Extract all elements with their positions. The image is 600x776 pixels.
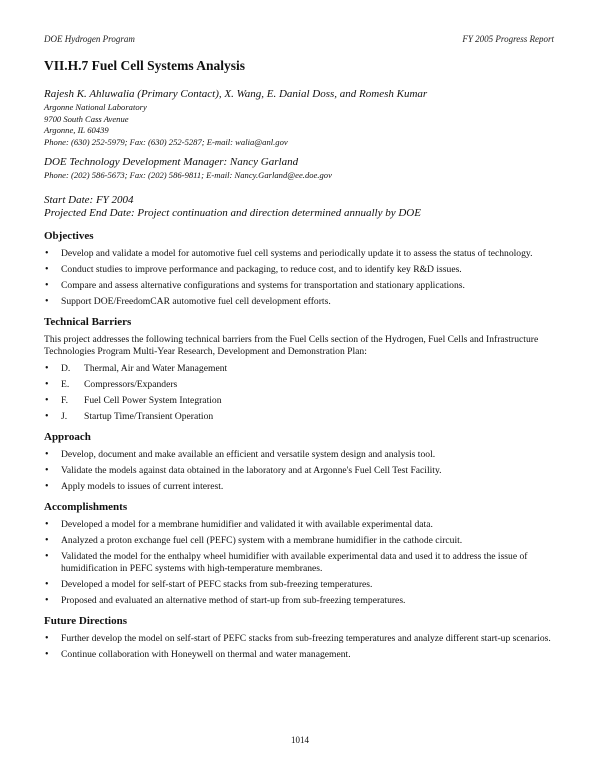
approach-heading: Approach	[44, 430, 91, 443]
barrier-code: D.	[61, 362, 71, 374]
list-item: • Analyzed a proton exchange fuel cell (PEFC) system with a membrane humidifier in the cathode circuit.	[44, 535, 552, 547]
list-item: • Validate the models against data obtained in the laboratory and at Argonne's Fuel Cell Test Facility.	[44, 465, 552, 477]
barrier-text: Fuel Cell Power System Integration	[84, 394, 222, 406]
list-item: • Develop and validate a model for automotive fuel cell systems and periodically update it to assess the status of technology.	[44, 248, 552, 260]
list-item: • Further develop the model on self-start of PEFC stacks from sub-freezing temperatures and analyze different start-up scenarios.	[44, 633, 552, 645]
list-item: • Develop, document and make available an efficient and versatile system design and analysis tool.	[44, 449, 552, 461]
list-item	[44, 395, 552, 407]
start-date: Start Date: FY 2004	[44, 193, 134, 206]
header-report: FY 2005 Progress Report	[462, 34, 554, 44]
future-heading: Future Directions	[44, 614, 127, 627]
contact-city: Argonne, IL 60439	[44, 125, 109, 136]
barriers-list	[44, 363, 552, 423]
future-list	[44, 633, 552, 661]
approach-list	[44, 449, 552, 493]
accomplishments-list	[44, 519, 552, 607]
list-item: • Developed a model for self-start of PEFC stacks from sub-freezing temperatures.	[44, 579, 552, 591]
contact-org: Argonne National Laboratory	[44, 102, 147, 112]
contact-phone: Phone: (630) 252-5979; Fax: (630) 252-5287; E-mail: walia@anl.gov	[44, 136, 288, 147]
barrier-text: Startup Time/Transient Operation	[84, 410, 214, 422]
project-dates	[44, 194, 552, 220]
manager-phone: Phone: (202) 586-5673; Fax: (202) 586-9811; E-mail: Nancy.Garland@ee.doe.gov	[44, 170, 332, 181]
barrier-text: Compressors/Expanders	[84, 378, 178, 390]
contact-info	[44, 102, 552, 148]
list-item	[44, 379, 552, 391]
list-item	[44, 411, 552, 423]
list-item: • Support DOE/FreedomCAR automotive fuel cell development efforts.	[44, 296, 552, 308]
list-item: • Validated the model for the enthalpy wheel humidifier with available experimental data and used it to address the issue of humidification in PEFC systems with high-temperature membranes.	[44, 551, 552, 575]
list-item	[44, 363, 552, 375]
page-title: VII.H.7 Fuel Cell Systems Analysis	[44, 58, 246, 73]
barrier-code: E.	[61, 378, 70, 390]
barrier-code: F.	[61, 394, 68, 406]
barriers-intro: This project addresses the following technical barriers from the Fuel Cells section of the Hydrogen, Fuel Cells and Infrastructure Technologies Program Multi-Year Research, Development and Demonstration Plan:	[44, 333, 539, 357]
contact-street: 9700 South Cass Avenue	[44, 113, 129, 124]
page-number: 1014	[291, 735, 309, 745]
running-header	[44, 34, 554, 44]
barriers-heading: Technical Barriers	[44, 315, 132, 328]
barrier-text: Thermal, Air and Water Management	[84, 362, 228, 374]
objectives-heading: Objectives	[44, 229, 94, 242]
list-item: • Conduct studies to improve performance and packaging, to reduce cost, and to identify key R&D issues.	[44, 264, 552, 276]
manager-line: DOE Technology Development Manager: Nancy Garland	[44, 156, 299, 169]
list-item: • Compare and assess alternative configurations and systems for transportation and stationary applications.	[44, 280, 552, 292]
list-item: • Proposed and evaluated an alternative method of start-up from sub-freezing temperatures.	[44, 595, 552, 607]
objectives-list	[44, 248, 552, 308]
authors: Rajesh K. Ahluwalia (Primary Contact), X. Wang, E. Danial Doss, and Romesh Kumar	[44, 88, 428, 100]
barrier-code: J.	[61, 410, 68, 422]
header-program: DOE Hydrogen Program	[44, 34, 135, 44]
list-item: • Apply models to issues of current interest.	[44, 481, 552, 493]
end-date: Projected End Date: Project continuation and direction determined annually by DOE	[44, 206, 421, 219]
list-item: • Developed a model for a membrane humidifier and validated it with available experimental data.	[44, 519, 552, 531]
accomplishments-heading: Accomplishments	[44, 500, 128, 513]
page-content	[44, 58, 552, 665]
list-item: • Continue collaboration with Honeywell on thermal and water management.	[44, 649, 552, 661]
